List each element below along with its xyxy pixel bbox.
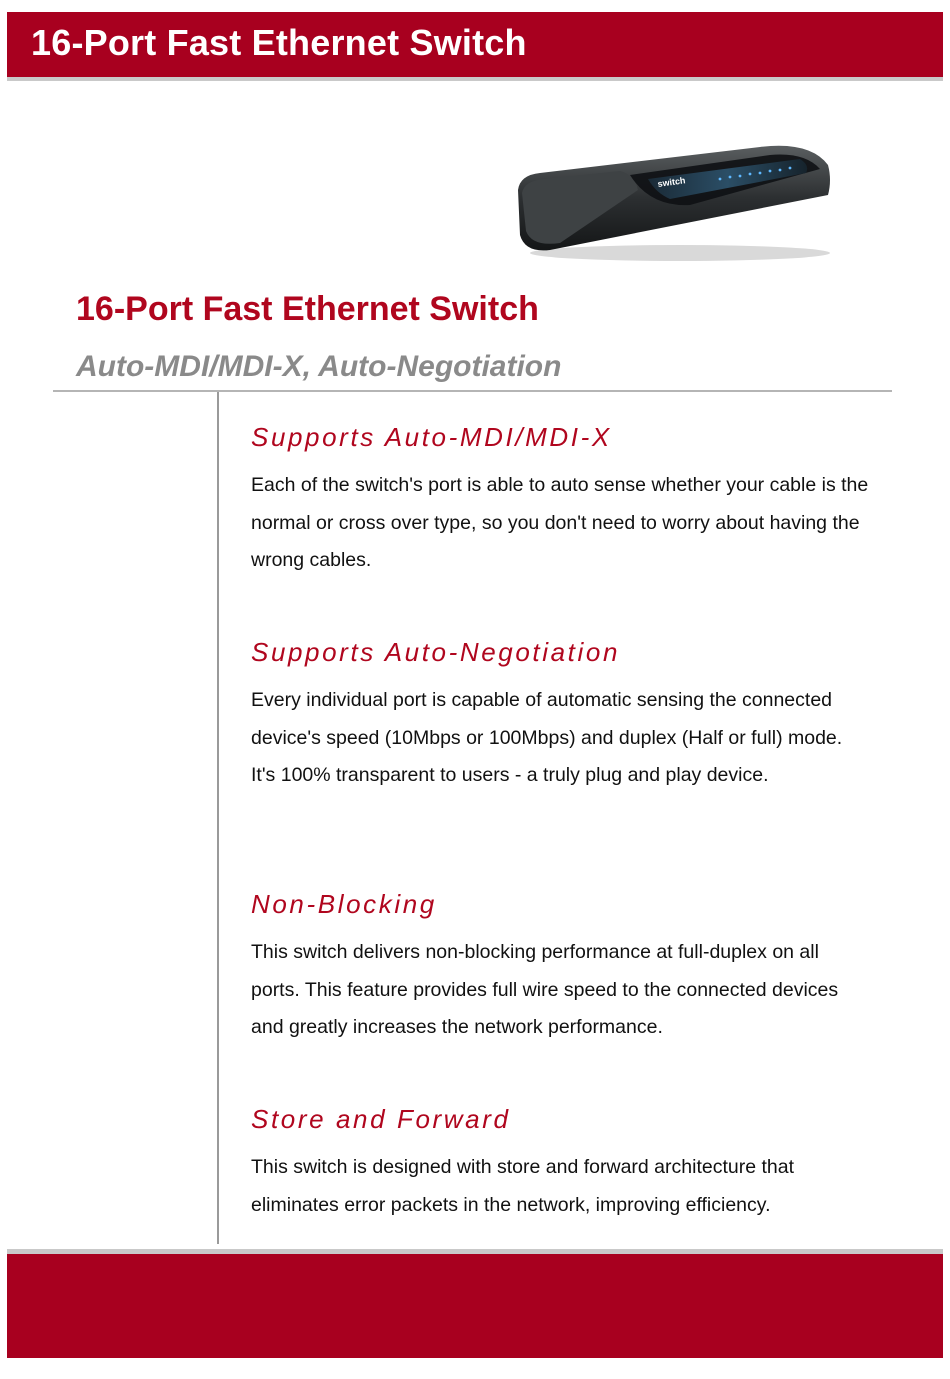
feature-body: Every individual port is capable of automatic sensing the connected device's speed (10Mbps or 100Mbps) and duplex (Half or full) mode. It's 100% transparent to users - a truly plug and play device. <box>251 689 843 786</box>
feature-body: This switch is designed with store and forward architecture that eliminates error packets in the network, improving efficiency. <box>251 1156 795 1216</box>
product-image-label: switch <box>656 175 687 189</box>
vertical-divider <box>217 392 219 1244</box>
footer-bar <box>7 1254 943 1358</box>
feature-auto-mdi <box>251 421 871 580</box>
header-title: 16-Port Fast Ethernet Switch <box>31 22 527 63</box>
feature-auto-negotiation <box>251 636 871 795</box>
feature-heading: Non-Blocking <box>251 889 437 919</box>
feature-heading: Supports Auto-MDI/MDI-X <box>251 422 612 452</box>
feature-non-blocking <box>251 888 871 1047</box>
feature-body: Each of the switch's port is able to auto sense whether your cable is the normal or cross over type, so you don't need to worry about having the wrong cables. <box>251 474 869 571</box>
product-subtitle: Auto-MDI/MDI-X, Auto-Negotiation <box>76 350 562 383</box>
feature-store-forward <box>251 1103 871 1224</box>
feature-heading: Supports Auto-Negotiation <box>251 637 621 667</box>
feature-heading: Store and Forward <box>251 1104 511 1134</box>
product-image <box>510 135 840 265</box>
title-divider <box>53 390 892 392</box>
feature-body: This switch delivers non-blocking performance at full-duplex on all ports. This feature provides full wire speed to the connected devices and greatly increases the network performance. <box>251 941 839 1038</box>
product-title: 16-Port Fast Ethernet Switch <box>76 290 539 328</box>
header-bar <box>7 12 943 77</box>
